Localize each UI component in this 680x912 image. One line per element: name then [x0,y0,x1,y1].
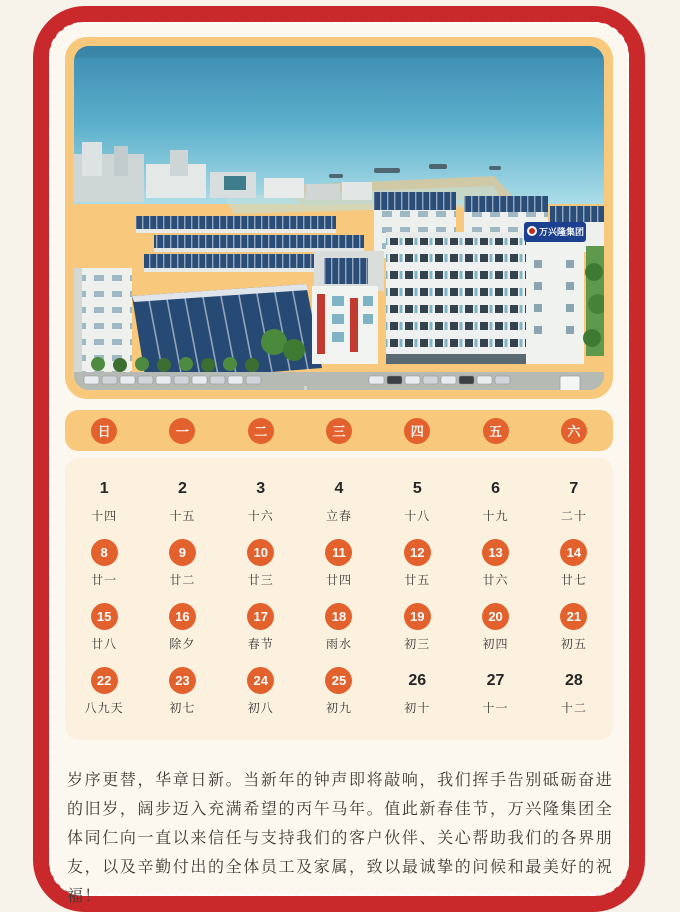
day-number: 4 [334,479,344,497]
calendar-day [143,667,221,716]
day-number-highlight: 16 [169,603,196,630]
weekday-header [65,410,613,451]
calendar-day [65,539,143,588]
day-number: 26 [408,671,427,689]
calendar-day [535,475,613,524]
calendar-day [378,667,456,716]
road [74,372,604,390]
calendar-day [378,475,456,524]
calendar-day [535,667,613,716]
day-number: 7 [569,479,579,497]
lunar-label: 初五 [560,637,587,651]
calendar-day [300,667,378,716]
weekday-badge: 日 [91,418,117,444]
day-number: 27 [486,671,505,689]
lunar-label: 十二 [560,701,587,715]
poster-content [49,22,629,905]
day-number-highlight: 19 [404,603,431,630]
day-number-highlight: 21 [560,603,587,630]
lunar-label: 初十 [404,701,431,715]
calendar-day [456,603,534,652]
lunar-label: 春节 [247,637,274,651]
calendar-day [65,667,143,716]
lunar-label: 十六 [247,509,274,523]
calendar-day [222,667,300,716]
day-number-highlight: 23 [169,667,196,694]
lunar-label: 初七 [169,701,196,715]
calendar-day [300,539,378,588]
lunar-label: 廿三 [247,573,274,587]
day-number: 28 [564,671,583,689]
lunar-label: 廿五 [404,573,431,587]
calendar-day [222,539,300,588]
lunar-label: 雨水 [325,637,352,651]
day-number-highlight: 11 [325,539,352,566]
lunar-label: 八九天 [84,701,124,715]
calendar-day [65,475,143,524]
day-number-highlight: 14 [560,539,587,566]
calendar-day [300,603,378,652]
greeting-text: 岁序更替，华章日新。当新年的钟声即将敲响，我们挥手告别砥砺奋进的旧岁，阔步迈入充满希望的丙午马年。值此新春佳节，万兴隆集团全体同仁向一直以来信任与支持我们的客户伙伴、关心帮助我们的各界朋友，以及辛勤付出的全体员工及家属，致以最诚挚的问候和最美好的祝福！ [67,772,613,905]
day-number-highlight: 13 [482,539,509,566]
truck [560,376,580,390]
day-number: 5 [412,479,422,497]
day-number: 6 [491,479,501,497]
calendar-day [143,539,221,588]
lunar-label: 廿七 [560,573,587,587]
weekday-badge: 二 [248,418,274,444]
calendar-day [222,603,300,652]
calendar-day [300,475,378,524]
lunar-label: 廿一 [91,573,118,587]
day-number-highlight: 25 [325,667,352,694]
weekday-badge: 一 [169,418,195,444]
lunar-label: 立春 [325,509,352,523]
calendar-panel [65,458,613,740]
lunar-label: 廿六 [482,573,509,587]
calendar-day [456,539,534,588]
lunar-label: 十九 [482,509,509,523]
day-number: 1 [99,479,109,497]
calendar-day [65,603,143,652]
lunar-label: 二十 [560,509,587,523]
day-number-highlight: 15 [91,603,118,630]
lunar-label: 初四 [482,637,509,651]
lunar-label: 廿二 [169,573,196,587]
day-number: 3 [256,479,266,497]
day-number-highlight: 9 [169,539,196,566]
day-number-highlight: 10 [247,539,274,566]
red-accent-building [312,286,378,364]
svg-text:万兴隆集团: 万兴隆集团 [539,227,585,237]
calendar-grid [65,475,613,731]
day-number-highlight: 20 [482,603,509,630]
weekday-badge: 四 [404,418,430,444]
day-number-highlight: 8 [91,539,118,566]
calendar-day [143,475,221,524]
lunar-label: 廿八 [91,637,118,651]
lunar-label: 十八 [404,509,431,523]
red-poster-frame [33,6,645,912]
day-number-highlight: 18 [325,603,352,630]
lunar-label: 十五 [169,509,196,523]
sign-tower [524,222,586,364]
lunar-label: 十四 [91,509,118,523]
calendar-day [456,475,534,524]
lunar-label: 十一 [482,701,509,715]
weekday-badge: 五 [483,418,509,444]
main-office-building [386,232,526,364]
day-number-highlight: 12 [404,539,431,566]
photo-card [65,37,613,399]
building-sign [524,222,586,242]
weekday-badge: 三 [326,418,352,444]
lunar-label: 除夕 [169,637,196,651]
day-number-highlight: 22 [91,667,118,694]
lunar-label: 廿四 [325,573,352,587]
calendar-day [535,603,613,652]
weekday-badge: 六 [561,418,587,444]
day-number-highlight: 17 [247,603,274,630]
lunar-label: 初三 [404,637,431,651]
calendar-day [456,667,534,716]
calendar-day [535,539,613,588]
factory-roofs [136,216,384,291]
day-number: 2 [177,479,187,497]
lunar-label: 初八 [247,701,274,715]
calendar-day [143,603,221,652]
calendar-day [222,475,300,524]
campus-aerial-photo [74,46,604,390]
lunar-label: 初九 [325,701,352,715]
day-number-highlight: 24 [247,667,274,694]
calendar-day [378,603,456,652]
calendar-day [378,539,456,588]
